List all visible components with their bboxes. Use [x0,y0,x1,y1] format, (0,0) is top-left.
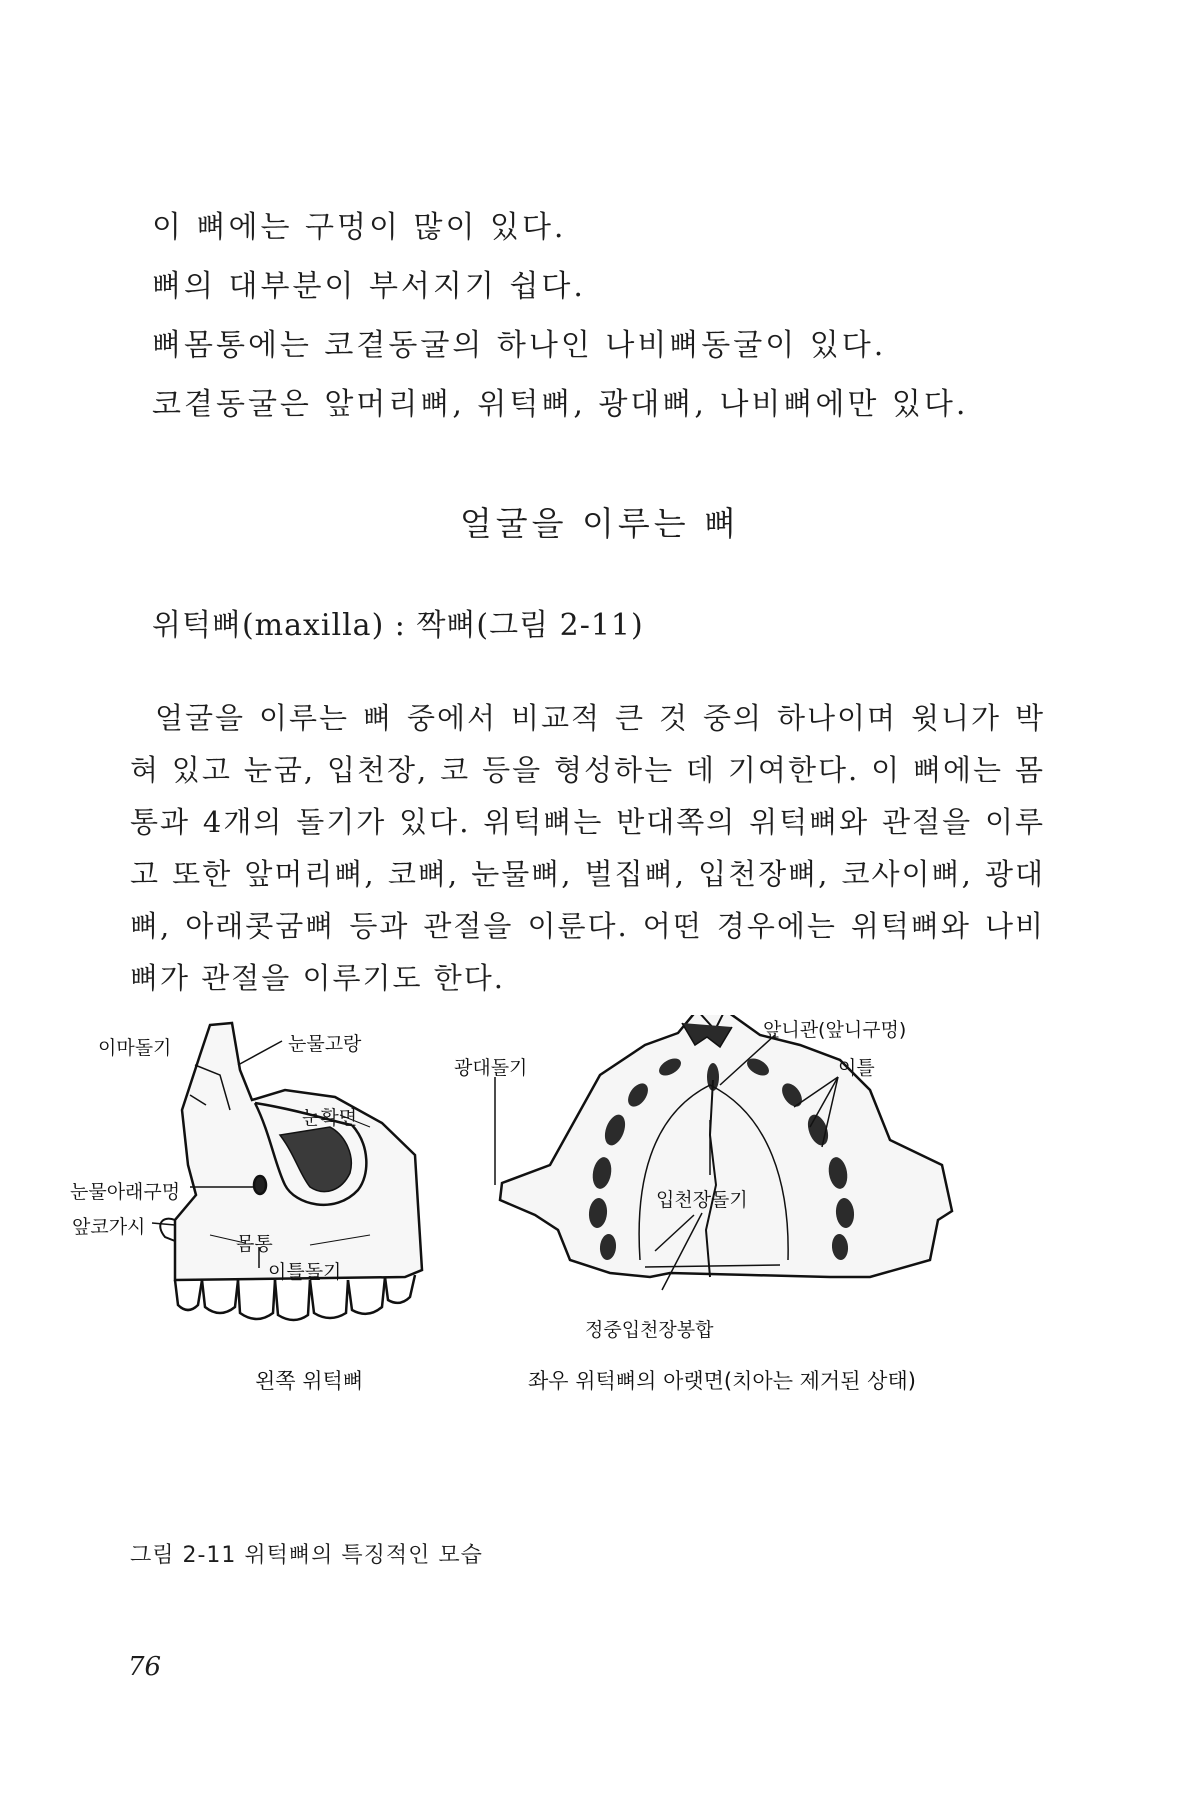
intro-line: 뼈몸통에는 코곁동굴의 하나인 나비뼈동굴이 있다. [152,328,887,363]
label-frontal-process: 이마돌기 [98,1037,172,1059]
label-lacrimal-groove: 눈물고랑 [288,1033,362,1055]
caption-right: 좌우 위턱뼈의 아랫면(치아는 제거된 상태) [528,1369,916,1393]
label-palatine-process: 입천장돌기 [656,1189,748,1211]
label-incisive-canal: 앞니관(앞니구멍) [763,1019,907,1041]
intro-line: 코곁동굴은 앞머리뼈, 위턱뼈, 광대뼈, 나비뼈에만 있다. [152,387,969,422]
label-alveolar-process: 이틀돌기 [268,1261,342,1283]
subhead: 위턱뼈(maxilla) : 짝뼈(그림 2-11) [152,608,644,643]
label-infraorbital-foramen: 눈물아래구멍 [70,1181,181,1203]
label-alveoli: 이틀 [838,1057,875,1079]
section-title: 얼굴을 이루는 뼈 [459,504,741,543]
label-median-palatine-suture: 정중입천장봉합 [585,1319,714,1341]
intro-lines [152,198,968,434]
label-orbital-surface: 눈확면 [302,1107,358,1129]
page-number: 76 [128,1652,162,1682]
body-paragraph: 얼굴을 이루는 뼈 중에서 비교적 큰 것 중의 하나이며 윗니가 박혀 있고 눈굼, 입천장, 코 등을 형성하는 데 기여한다. 이 뼈에는 몸통과 4개의 돌기가 있다. 위턱뼈는 반대쪽의 위턱뼈와 관절을 이루고 또한 앞머리뼈, 코뼈, 눈물뼈, 벌집뼈, 입천장뼈, 코사이뼈, 광대뼈, 아래콧굼뼈 등과 관절을 이룬다. 어떤 경우에는 위턱뼈와 나비뼈가 관절을 이루기도 한다. [130,701,1045,995]
figure-2-11 [70,1015,1130,1485]
label-body: 몸통 [236,1233,273,1255]
label-zygomatic-process: 광대돌기 [454,1057,528,1079]
body-text [130,692,1045,1004]
maxilla-illustration [70,1015,1130,1485]
right-maxillae-drawing [500,1015,952,1277]
figure-caption: 그림 2-11 위턱뼈의 특징적인 모습 [130,1543,483,1568]
label-anterior-nasal-spine: 앞코가시 [72,1216,146,1238]
intro-line: 뼈의 대부분이 부서지기 쉽다. [152,269,586,304]
intro-line: 이 뼈에는 구멍이 많이 있다. [152,210,567,245]
caption-left: 왼쪽 위턱뼈 [255,1369,364,1393]
